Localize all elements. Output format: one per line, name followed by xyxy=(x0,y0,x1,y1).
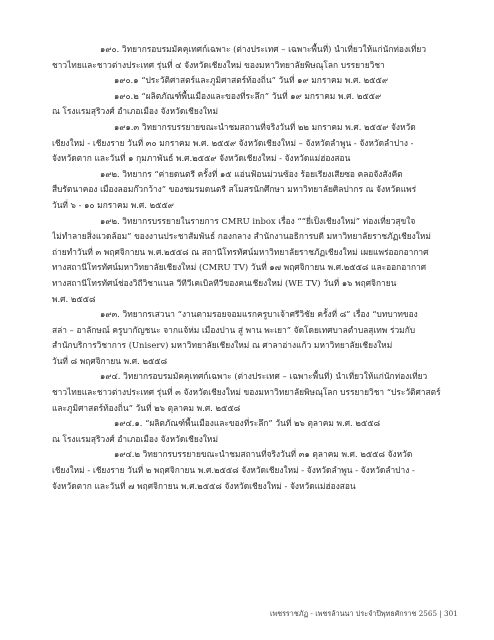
paragraph-192-camp-line-2: สืบรัตนาคอง เมืองลอมก๊วกว้าง” ของชมรมดนตรี สโมสรนักศึกษา มหาวิทยาลัยศิลปากร ณ จังหวัดแพร่ xyxy=(52,184,417,195)
paragraph-192-inbox-line-4: ทางสถานีโทรทัศน์มหาวิทยาลัยเชียงใหม่ (CMRU TV) วันที่ ๑๗ พฤศจิกายน พ.ศ.๒๕๕๘ และออกอากาศ xyxy=(52,262,427,273)
item-194-2-line-2: เชียงใหม่ - เชียงราย วันที่ ๒ พฤศจิกายน พ.ศ.๒๕๕๘ จังหวัดเชียงใหม่ - จังหวัดลำพูน - จังหวัดลำปาง - xyxy=(52,465,415,476)
paragraph-192-inbox-line-1: ๑๙๒. วิทยากรบรรยายในรายการ CMRU inbox เรื่อง ““ยี่เป็งเชียงใหม่” ท่องเที่ยวสุขใจ xyxy=(100,215,416,226)
document-body xyxy=(52,42,450,494)
item-190-2-venue: ณ โรงแรมสุริวงศ์ อำเภอเมือง จังหวัดเชียงใหม่ xyxy=(52,106,218,117)
paragraph-194-line-1: ๑๙๔. วิทยากรอบรมมัคคุเทศก์เฉพาะ (ต่างประเทศ – เฉพาะพื้นที่) นำเที่ยวให้แก่นักท่องเที่ยว xyxy=(100,371,428,382)
paragraph-192-camp-line-3: วันที่ ๖ - ๑๐ มกราคม พ.ศ. ๒๕๕๙ xyxy=(52,199,174,210)
paragraph-193-line-3: สำนักบริการวิชาการ (Uniserv) มหาวิทยาลัยเชียงใหม่ ณ ศาลาอ่างแก้ว มหาวิทยาลัยเชียงใหม่ xyxy=(52,340,393,351)
paragraph-192-inbox-line-5: ทางสถานีโทรทัศน์ช่องวิถีวิชาแนล วีทีวีเคเบิลทีวีของคนเชียงใหม่ (WE TV) วันที่ ๑๖ พฤศจิกายน xyxy=(52,277,397,288)
item-191-3-line-2: เชียงใหม่ - เชียงราย วันที่ ๓๐ มกราคม พ.ศ. ๒๕๕๙ จังหวัดเชียงใหม่ – จังหวัดลำพูน - จังหวัดลำปาง - xyxy=(52,137,414,148)
paragraph-193-line-1: ๑๙๓. วิทยากรเสวนา “งานตามรอยจอมแรกครูบาเจ้าศรีวิชัย ครั้งที่ ๘” เรื่อง “บทบาทของ xyxy=(100,309,418,320)
page-footer: เพชรราชภัฏ - เพชรล้านนา ประจำปีพุทธศักราช 2565 | 301 xyxy=(270,609,458,618)
paragraph-192-camp-line-1: ๑๙๒. วิทยากร “ค่ายดนตรี ครั้งที่ ๑๕ แอ่นฟ้อนม่วนซ้อง ร้อยเรียงเสียซอ คลอจังสังคีต xyxy=(100,168,403,179)
paragraph-192-inbox-line-6: พ.ศ. ๒๕๕๘ xyxy=(52,293,96,304)
item-191-3-line-3: จังหวัดตาก และวันที่ ๑ กุมภาพันธ์ พ.ศ.๒๕๕๙ จังหวัดเชียงใหม่ - จังหวัดแม่ฮ่องสอน xyxy=(52,153,351,164)
paragraph-193-line-2: สล่า – อาลักษณ์ ครูบากัญชนะ จากแจ้ห่ม เมืองปาน สู่ พาน พะเยา” จัดโดยเทศบาลตำบลสุเทพ ร่วมกับ xyxy=(52,324,416,335)
paragraph-194-line-2: ชาวไทยและชาวต่างประเทศ รุ่นที่ ๓ จังหวัดเชียงใหม่ ของมหาวิทยาลัยพิษณุโลก บรรยายวิชา “ประวัติศาสตร์ xyxy=(52,387,441,398)
item-194-1: ๑๙๔.๑. “ผลิตภัณฑ์พื้นเมืองและของที่ระลึก” วันที่ ๒๖ ตุลาคม พ.ศ. ๒๕๕๘ xyxy=(114,418,381,429)
item-190-1: ๑๙๐.๑ “ประวัติศาสตร์และภูมิศาสตร์ท้องถิ่น” วันที่ ๑๙ มกราคม พ.ศ. ๒๕๕๙ xyxy=(114,75,388,86)
paragraph-192-inbox-line-3: ถ่ายทำวันที่ ๓ พฤศจิกายน พ.ศ.๒๕๕๘ ณ สถานีโทรทัศน์มหาวิทยาลัยราชภัฏเชียงใหม่ เผยแพร่ออกอากาศ xyxy=(52,246,429,257)
paragraph-194-line-3: และภูมิศาสตร์ท้องถิ่น” วันที่ ๒๖ ตุลาคม พ.ศ. ๒๕๕๘ xyxy=(52,402,241,413)
item-194-1-venue: ณ โรงแรมสุริวงศ์ อำเภอเมือง จังหวัดเชียงใหม่ xyxy=(52,433,218,444)
item-194-2-line-3: จังหวัดตาก และวันที่ ๗ พฤศจิกายน พ.ศ.๒๕๕๘ จังหวัดเชียงใหม่ - จังหวัดแม่ฮ่องสอน xyxy=(52,480,356,491)
paragraph-190-line-1: ๑๙๐. วิทยากรอบรมมัคคุเทศก์เฉพาะ (ต่างประเทศ – เฉพาะพื้นที่) นำเที่ยวให้แก่นักท่องเที่ยว xyxy=(100,44,427,54)
paragraph-193-line-4: วันที่ ๘ พฤศจิกายน พ.ศ. ๒๕๕๘ xyxy=(52,355,168,366)
item-191-3-line-1: ๑๙๑.๓ วิทยากรบรรยายขณะนำชมสถานที่จริงวันที่ ๒๒ มกราคม พ.ศ. ๒๕๕๙ จังหวัด xyxy=(114,121,416,132)
paragraph-190-line-2: ชาวไทยและชาวต่างประเทศ รุ่นที่ ๔ จังหวัดเชียงใหม่ ของมหาวิทยาลัยพิษณุโลก บรรยายวิชา xyxy=(52,59,385,70)
item-190-2: ๑๙๐.๒ “ผลิตภัณฑ์พื้นเมืองและของที่ระลึก” วันที่ ๑๙ มกราคม พ.ศ. ๒๕๕๙ xyxy=(114,90,382,101)
item-194-2-line-1: ๑๙๔.๒ วิทยากรบรรยายขณะนำชมสถานที่จริงวันที่ ๓๑ ตุลาคม พ.ศ. ๒๕๕๘ จังหวัด xyxy=(114,449,413,460)
paragraph-192-inbox-line-2: ไม่ทำลายสิ่งแวดล้อม” ของงานประชาสัมพันธ์ กองกลาง สำนักงานอธิการบดี มหาวิทยาลัยราชภัฏเชียงใหม่ xyxy=(52,231,431,242)
